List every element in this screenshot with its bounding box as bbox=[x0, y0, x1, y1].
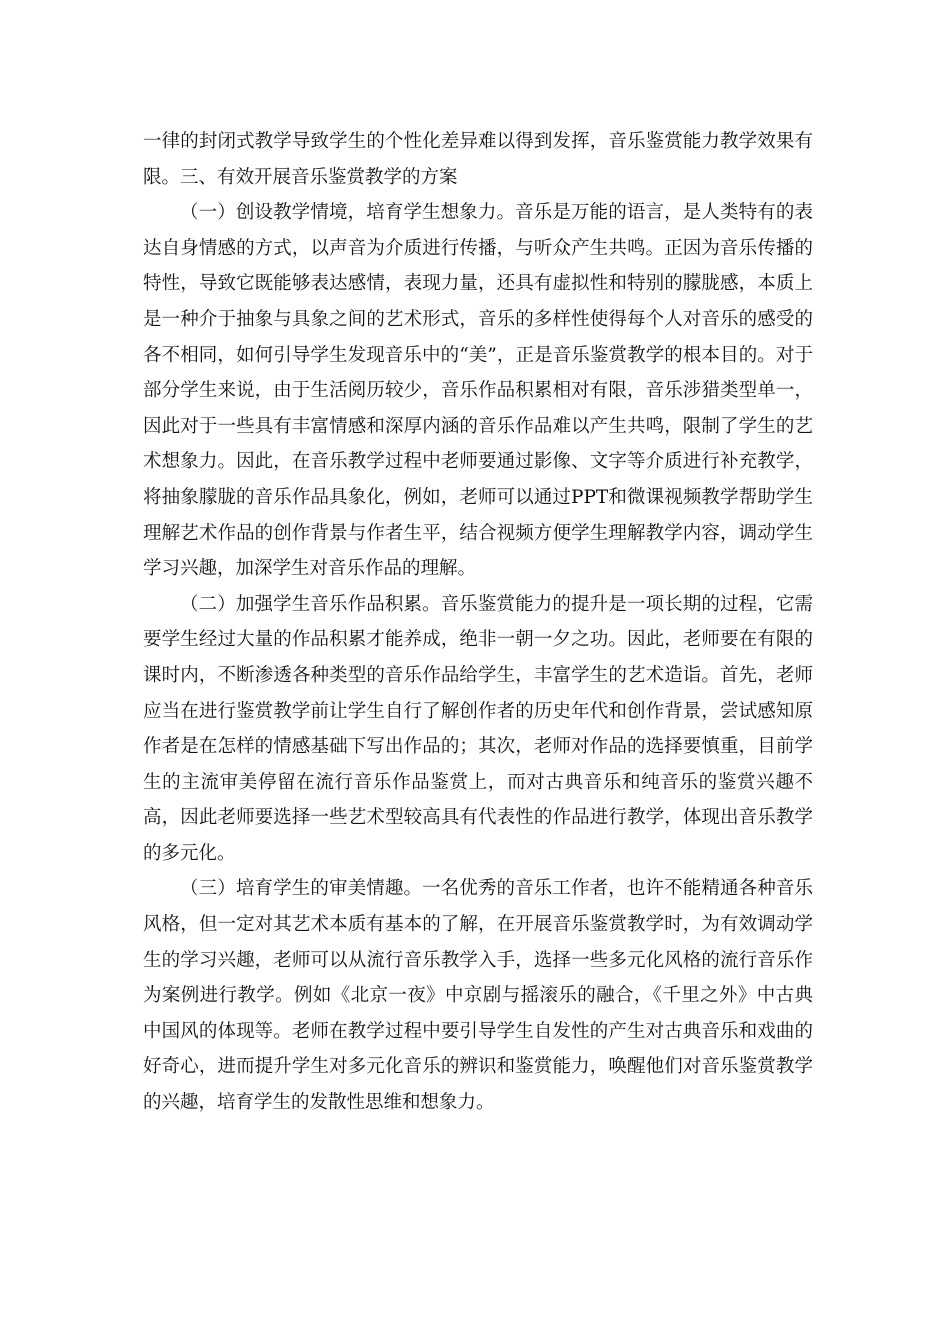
paragraph-section-one: （一）创设教学情境，培育学生想象力。音乐是万能的语言，是人类特有的表达自身情感的方式，以声音为介质进行传播，与听众产生共鸣。正因为音乐传播的特性，导致它既能够表达感情，表现力量，还具有虚拟性和特别的朦胧感，本质上是一种介于抽象与具象之间的艺术形式，音乐的多样性使得每个人对音乐的感受的各不相同，如何引导学生发现音乐中的“美”，正是音乐鉴赏教学的根本目的。对于部分学生来说，由于生活阅历较少，音乐作品积累相对有限，音乐涉猎类型单一，因此对于一些具有丰富情感和深厚内涵的音乐作品难以产生共鸣，限制了学生的艺术想象力。因此，在音乐教学过程中老师要通过影像、文字等介质进行补充教学，将抽象朦胧的音乐作品具象化，例如，老师可以通过PPT和微课视频教学帮助学生理解艺术作品的创作背景与作者生平，结合视频方便学生理解教学内容，调动学生学习兴趣，加深学生对音乐作品的理解。 bbox=[143, 202, 813, 580]
document-body bbox=[143, 124, 813, 1121]
paragraph-section-three: （三）培育学生的审美情趣。一名优秀的音乐工作者，也许不能精通各种音乐风格，但一定对其艺术本质有基本的了解，在开展音乐鉴赏教学时，为有效调动学生的学习兴趣，老师可以从流行音乐教学入手，选择一些多元化风格的流行音乐作为案例进行教学。例如《北京一夜》中京剧与摇滚乐的融合，《千里之外》中古典中国风的体现等。老师在教学过程中要引导学生自发性的产生对古典音乐和戏曲的好奇心，进而提升学生对多元化音乐的辨识和鉴赏能力，唤醒他们对音乐鉴赏教学的兴趣，培育学生的发散性思维和想象力。 bbox=[143, 878, 813, 1114]
paragraph-section-two: （二）加强学生音乐作品积累。音乐鉴赏能力的提升是一项长期的过程，它需要学生经过大量的作品积累才能养成，绝非一朝一夕之功。因此，老师要在有限的课时内，不断渗透各种类型的音乐作品给学生，丰富学生的艺术造诣。首先，老师应当在进行鉴赏教学前让学生自行了解创作者的历史年代和创作背景，尝试感知原作者是在怎样的情感基础下写出作品的；其次，老师对作品的选择要慎重，目前学生的主流审美停留在流行音乐作品鉴赏上，而对古典音乐和纯音乐的鉴赏兴趣不高，因此老师要选择一些艺术型较高具有代表性的作品进行教学，体现出音乐教学的多元化。 bbox=[143, 593, 813, 864]
paragraph-continuation: 一律的封闭式教学导致学生的个性化差异难以得到发挥，音乐鉴赏能力教学效果有限。三、有效开展音乐鉴赏教学的方案 bbox=[143, 131, 813, 188]
